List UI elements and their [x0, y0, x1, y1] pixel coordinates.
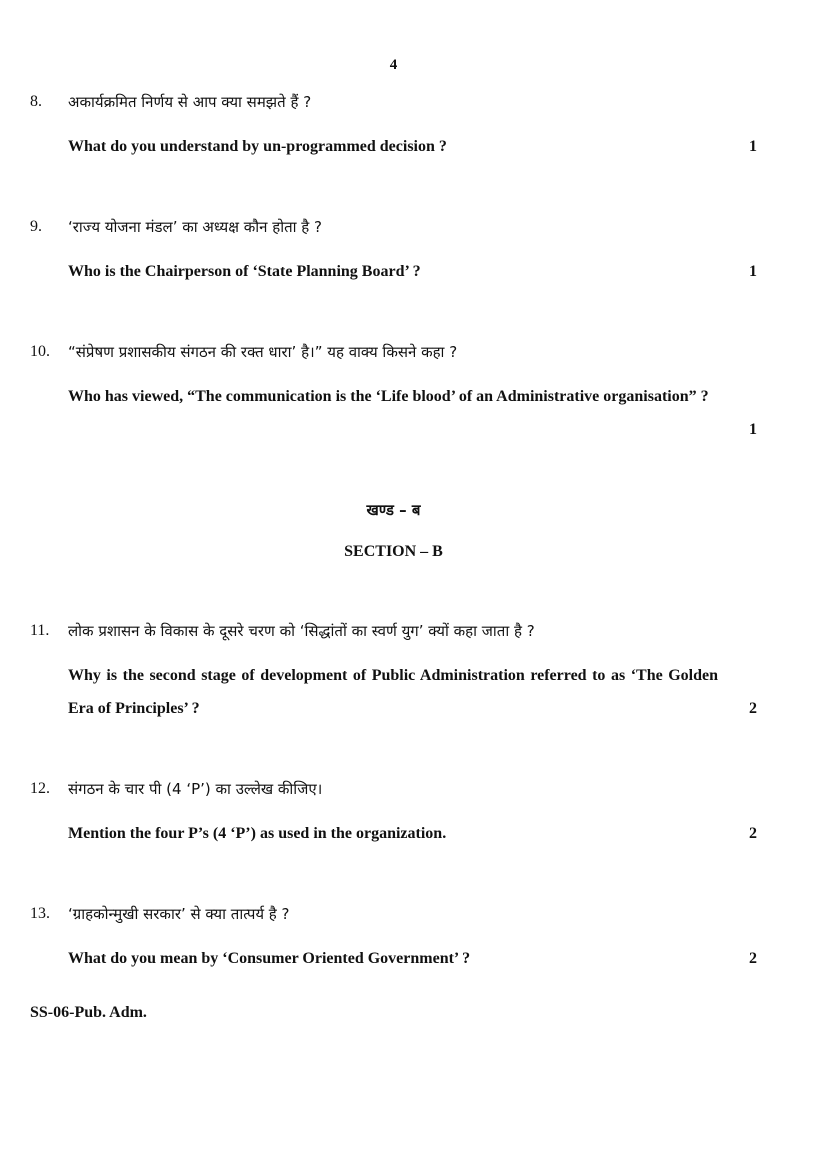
question-number: 8. [30, 93, 42, 110]
question-number: 9. [30, 218, 42, 235]
question-marks: 1 [749, 138, 757, 155]
question-english-text: Who is the Chairperson of ‘State Planning Board’ ? [68, 263, 421, 280]
section-heading-hindi: खण्ड – ब [366, 501, 421, 519]
question-hindi-text: ‘ग्राहकोन्मुखी सरकार’ से क्या तात्पर्य है ? [68, 905, 290, 923]
question-hindi-text: “संप्रेषण प्रशासकीय संगठन की रक्त धारा’ है।” यह वाक्य किसने कहा ? [68, 343, 458, 361]
question-english-text: Who has viewed, “The communication is the ‘Life blood’ of an Administrative organisation” ? [68, 388, 709, 405]
paper-code: SS-06-Pub. Adm. [30, 1004, 147, 1021]
question-marks: 2 [749, 700, 757, 717]
question-hindi-text: संगठन के चार पी (4 ‘P’) का उल्लेख कीजिए। [68, 780, 323, 798]
question-english-text: Why is the second stage of development of Public Administration referred to as ‘The Golden Era of Principles’ ? [68, 667, 718, 717]
section-heading-english: SECTION – B [344, 543, 443, 560]
question-number: 11. [30, 622, 50, 639]
question-english-text: What do you understand by un-programmed decision ? [68, 138, 447, 155]
question-number: 13. [30, 905, 50, 922]
page-number: 4 [389, 57, 398, 73]
question-hindi-text: लोक प्रशासन के विकास के दूसरे चरण को ‘सिद्धांतों का स्वर्ण युग’ क्यों कहा जाता है ? [68, 622, 535, 640]
question-number: 10. [30, 343, 50, 360]
question-marks: 2 [749, 825, 757, 842]
question-marks: 1 [749, 421, 757, 438]
question-marks: 2 [749, 950, 757, 967]
question-english-text: Mention the four P’s (4 ‘P’) as used in the organization. [68, 825, 447, 842]
question-hindi-text: ‘राज्य योजना मंडल’ का अध्यक्ष कौन होता है ? [68, 218, 322, 236]
question-marks: 1 [749, 263, 757, 280]
question-number: 12. [30, 780, 50, 797]
question-english-text: What do you mean by ‘Consumer Oriented Government’ ? [68, 950, 471, 967]
question-hindi-text: अकार्यक्रमित निर्णय से आप क्या समझते हैं ? [68, 93, 312, 111]
